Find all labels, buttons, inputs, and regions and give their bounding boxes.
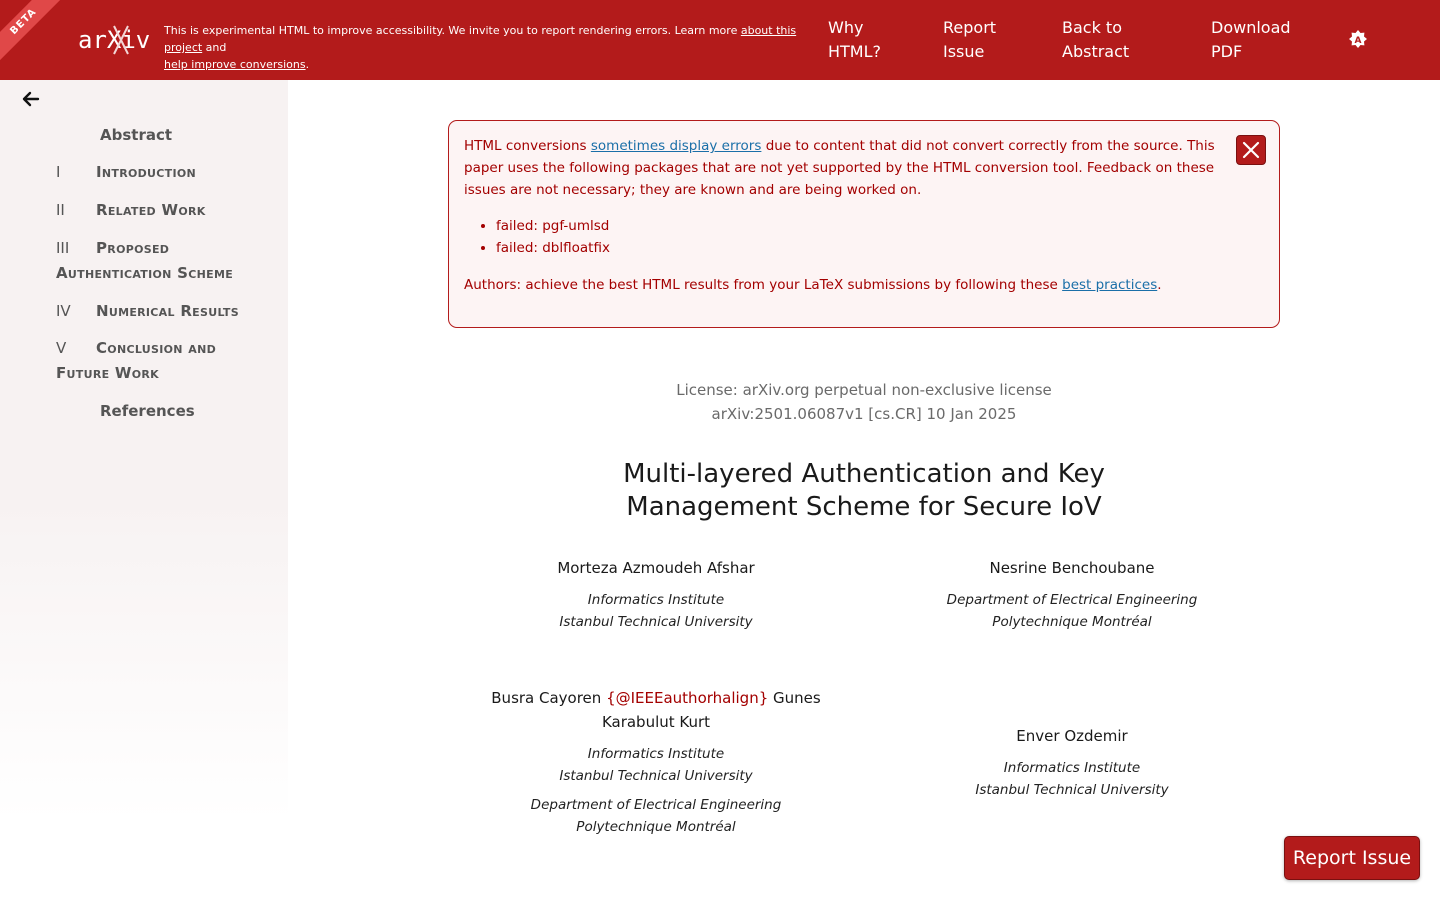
author-block (916, 556, 1228, 633)
paper-title: Multi-layered Authentication and Key Management Scheme for Secure IoV (623, 459, 1105, 522)
nav-why-html[interactable]: Why HTML? (828, 18, 882, 61)
author-name-part: Gunes Karabulut Kurt (601, 689, 821, 731)
list-item: • failed: dblfloatfix (496, 237, 610, 259)
failed-packages-list (464, 215, 610, 259)
nav-download-pdf[interactable]: Download PDF (1211, 18, 1291, 61)
author-affiliation: Istanbul Technical University (975, 781, 1169, 798)
error-intro-text: HTML conversions (464, 138, 591, 154)
author-name (460, 686, 852, 734)
toc-label: Conclusion and (96, 339, 217, 357)
display-errors-link[interactable]: sometimes display errors (590, 138, 762, 154)
notice-end: . (305, 58, 310, 71)
author-name-part: Busra Cayoren (491, 689, 607, 707)
toc-num: IV (56, 302, 71, 320)
author-affiliation: Informatics Institute (587, 592, 725, 608)
report-issue-button[interactable]: Report Issue (1284, 836, 1420, 880)
help-improve-link[interactable]: help improve conversions (164, 58, 306, 71)
authors-advice (464, 274, 1264, 296)
author-block (460, 686, 852, 838)
author-affiliation: Istanbul Technical University (559, 613, 753, 630)
conversion-error-box (448, 120, 1280, 328)
list-item: • failed: pgf-umlsd (496, 215, 610, 237)
author-affiliation: Polytechnique Montréal (576, 818, 736, 835)
back-arrow-icon (20, 88, 42, 110)
about-project-link[interactable]: about this project (164, 24, 797, 54)
close-button[interactable] (1236, 135, 1266, 165)
sidebar-background (0, 500, 288, 820)
author-affiliation: Informatics Institute (587, 746, 725, 762)
top-header (0, 0, 1440, 80)
nav-report-issue[interactable]: Report Issue (943, 18, 997, 61)
license-block (448, 378, 1280, 426)
theme-icon (1348, 29, 1368, 49)
arxiv-logo-icon (78, 22, 152, 58)
error-intro (464, 135, 1229, 201)
author-name: Nesrine Benchoubane (989, 559, 1155, 577)
beta-label: BETA (0, 0, 66, 64)
toc-label-line2: Authentication Scheme (56, 264, 234, 282)
arxiv-logo[interactable] (78, 22, 152, 58)
best-practices-link[interactable]: best practices (1062, 277, 1158, 293)
toc-label: Numerical Results (96, 302, 239, 320)
author-affiliation: Department of Electrical Engineering (946, 592, 1198, 608)
author-name: Morteza Azmoudeh Afshar (557, 559, 755, 577)
author-name: Enver Ozdemir (1016, 727, 1128, 745)
toc-num: II (56, 201, 65, 219)
toc-label-line2: Future Work (56, 364, 160, 382)
toc-label: Proposed (96, 239, 170, 257)
toc-label: Related Work (96, 201, 206, 219)
toc-num: I (56, 163, 61, 181)
author-affiliation: Department of Electrical Engineering (530, 797, 782, 813)
theme-toggle-button[interactable] (1348, 29, 1368, 49)
author-block (500, 556, 812, 633)
toc-abstract[interactable]: Abstract (100, 126, 173, 144)
experimental-notice (164, 22, 814, 73)
license-text: License: arXiv.org perpetual non-exclusive license (676, 381, 1052, 399)
svg-text:A: A (1354, 36, 1362, 46)
author-affiliation: Informatics Institute (1003, 760, 1141, 776)
close-icon (1237, 136, 1265, 164)
error-description: due to content that did not convert correctly from the source. This paper uses the following packages that are not yet supported by the HTML conversion tool. Feedback on these issues are not necessary; they are known and are being worked on. (464, 138, 1215, 198)
nav-back-to-abstract[interactable]: Back to Abstract (1062, 18, 1130, 61)
toc-num: III (56, 239, 70, 257)
authors-advice-text: Authors: achieve the best HTML results from your LaTeX submissions by following these (464, 277, 1063, 293)
notice-and: and (202, 41, 227, 54)
toc-label: Introduction (96, 163, 197, 181)
collapse-toc-button[interactable] (20, 88, 42, 110)
author-block (916, 724, 1228, 801)
arxiv-id: arXiv:2501.06087v1 [cs.CR] 10 Jan 2025 (711, 405, 1017, 423)
arxiv-logo-text: arXiv (78, 26, 151, 54)
author-affiliation: Polytechnique Montréal (992, 613, 1152, 630)
author-affiliation: Istanbul Technical University (559, 767, 753, 784)
period: . (1157, 277, 1162, 293)
unrendered-macro: {@IEEEauthorhalign} (606, 689, 769, 707)
notice-text: This is experimental HTML to improve accessibility. We invite you to report rendering errors. Learn more (164, 24, 741, 37)
toc-references[interactable]: References (100, 402, 195, 420)
toc-num: V (56, 339, 67, 357)
beta-ribbon (0, 0, 70, 70)
